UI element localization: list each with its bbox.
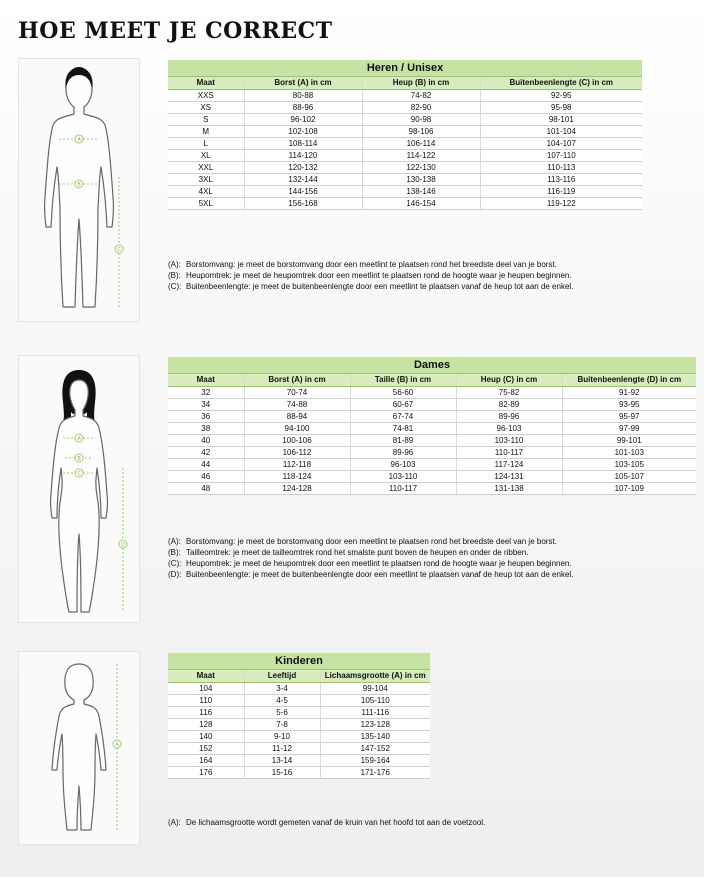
table-row	[168, 411, 696, 423]
footnote	[168, 259, 642, 270]
table-row	[168, 198, 642, 210]
women-notes	[168, 536, 696, 580]
table-cell: 32	[168, 387, 244, 399]
table-cell: 152	[168, 743, 244, 755]
table-cell: 102-108	[244, 126, 362, 138]
table-row	[168, 150, 642, 162]
table-row	[168, 162, 642, 174]
table-row	[168, 90, 642, 102]
table-row	[168, 683, 430, 695]
table-cell: 5XL	[168, 198, 244, 210]
marker-c: C	[77, 471, 81, 477]
footnote-key: (D):	[168, 570, 182, 579]
table-cell: 106-114	[362, 138, 480, 150]
table-cell: 104-107	[480, 138, 642, 150]
men-notes	[168, 259, 642, 292]
footnote	[168, 547, 696, 558]
table-cell: 99-104	[320, 683, 430, 695]
footnote-key: (C):	[168, 559, 182, 568]
col-header: Buitenbeenlengte (D) in cm	[562, 374, 696, 387]
table-row	[168, 186, 642, 198]
table-cell: 96-103	[350, 459, 456, 471]
table-cell: S	[168, 114, 244, 126]
footnote-text: Borstomvang: je meet de borstomvang door een meetlint te plaatsen rond het breedste deel van je borst.	[186, 260, 557, 269]
footnote	[168, 817, 642, 828]
table-cell: 3XL	[168, 174, 244, 186]
female-body-illustration	[19, 356, 139, 622]
footnote	[168, 270, 642, 281]
col-header: Borst (A) in cm	[244, 77, 362, 90]
table-cell: 118-124	[244, 471, 350, 483]
table-cell: 130-138	[362, 174, 480, 186]
table-cell: 98-101	[480, 114, 642, 126]
table-cell: 94-100	[244, 423, 350, 435]
table-row	[168, 423, 696, 435]
table-cell: M	[168, 126, 244, 138]
table-cell: 132-144	[244, 174, 362, 186]
table-cell: 90-98	[362, 114, 480, 126]
table-row	[168, 695, 430, 707]
table-row	[168, 719, 430, 731]
marker-b: B	[77, 182, 81, 188]
table-cell: 123-128	[320, 719, 430, 731]
table-row	[168, 114, 642, 126]
footnote-text: Tailleomtrek: je meet de tailleomtrek rond het smalste punt boven de heupen en onder de ribben.	[186, 548, 529, 557]
table-cell: 103-110	[456, 435, 562, 447]
table-cell: 74-88	[244, 399, 350, 411]
marker-c: C	[117, 247, 121, 253]
women-figure	[18, 355, 140, 623]
footnote	[168, 281, 642, 292]
table-cell: 101-104	[480, 126, 642, 138]
table-cell: 96-102	[244, 114, 362, 126]
table-cell: 106-112	[244, 447, 350, 459]
footnote	[168, 536, 696, 547]
table-cell: 70-74	[244, 387, 350, 399]
table-row	[168, 126, 642, 138]
table-row	[168, 447, 696, 459]
footnote	[168, 569, 696, 580]
table-cell: 113-116	[480, 174, 642, 186]
table-cell: 116	[168, 707, 244, 719]
footnote	[168, 558, 696, 569]
kids-table-body	[168, 683, 430, 779]
col-header: Borst (A) in cm	[244, 374, 350, 387]
table-cell: 128	[168, 719, 244, 731]
table-cell: 110	[168, 695, 244, 707]
table-cell: 103-110	[350, 471, 456, 483]
col-header: Heup (C) in cm	[456, 374, 562, 387]
table-row	[168, 102, 642, 114]
table-cell: 112-118	[244, 459, 350, 471]
kids-table-caption: Kinderen	[168, 653, 430, 670]
col-header: Maat	[168, 77, 244, 90]
footnote-key: (A):	[168, 818, 181, 827]
table-row	[168, 743, 430, 755]
table-cell: 96-103	[456, 423, 562, 435]
women-table-caption: Dames	[168, 357, 696, 374]
table-cell: 3-4	[244, 683, 320, 695]
table-cell: XXL	[168, 162, 244, 174]
table-row	[168, 435, 696, 447]
table-cell: 34	[168, 399, 244, 411]
footnote-text: De lichaamsgrootte wordt gemeten vanaf de kruin van het hoofd tot aan de voetzool.	[186, 818, 486, 827]
marker-a: A	[77, 137, 81, 143]
table-cell: 67-74	[350, 411, 456, 423]
table-row	[168, 483, 696, 495]
table-cell: XL	[168, 150, 244, 162]
table-cell: 93-95	[562, 399, 696, 411]
table-cell: 176	[168, 767, 244, 779]
table-cell: 103-105	[562, 459, 696, 471]
table-cell: 135-140	[320, 731, 430, 743]
col-header: Maat	[168, 374, 244, 387]
table-cell: 42	[168, 447, 244, 459]
table-cell: 80-88	[244, 90, 362, 102]
marker-b: B	[77, 456, 81, 462]
table-cell: 108-114	[244, 138, 362, 150]
footnote-key: (B):	[168, 548, 181, 557]
table-cell: 164	[168, 755, 244, 767]
table-row	[168, 471, 696, 483]
table-cell: 99-101	[562, 435, 696, 447]
table-cell: 95-97	[562, 411, 696, 423]
table-cell: 97-99	[562, 423, 696, 435]
kids-figure	[18, 651, 140, 845]
table-cell: 38	[168, 423, 244, 435]
table-cell: 101-103	[562, 447, 696, 459]
table-cell: 100-106	[244, 435, 350, 447]
col-header: Heup (B) in cm	[362, 77, 480, 90]
table-cell: 9-10	[244, 731, 320, 743]
child-body-illustration	[19, 652, 139, 844]
table-cell: 48	[168, 483, 244, 495]
marker-a: A	[115, 742, 119, 748]
men-size-table	[168, 60, 642, 210]
footnote-text: Heupomtrek: je meet de heupomtrek door een meetlint te plaatsen rond de hoogte waar je heupen beginnen.	[186, 559, 572, 568]
table-cell: 60-67	[350, 399, 456, 411]
table-cell: 104	[168, 683, 244, 695]
table-row	[168, 731, 430, 743]
footnote-text: Buitenbeenlengte: je meet de buitenbeenlengte door een meetlint te plaatsen vanaf de heup tot aan de enkel.	[186, 282, 574, 291]
table-cell: 146-154	[362, 198, 480, 210]
table-cell: 111-116	[320, 707, 430, 719]
col-header: Maat	[168, 670, 244, 683]
table-cell: 119-122	[480, 198, 642, 210]
table-cell: 92-95	[480, 90, 642, 102]
table-cell: 124-128	[244, 483, 350, 495]
col-header: Taille (B) in cm	[350, 374, 456, 387]
table-cell: 117-124	[456, 459, 562, 471]
table-cell: L	[168, 138, 244, 150]
table-cell: 15-16	[244, 767, 320, 779]
table-cell: 88-96	[244, 102, 362, 114]
table-cell: 75-82	[456, 387, 562, 399]
table-cell: 144-156	[244, 186, 362, 198]
table-row	[168, 387, 696, 399]
footnote-text: Borstomvang: je meet de borstomvang door een meetlint te plaatsen rond het breedste deel van je borst.	[186, 537, 557, 546]
table-cell: 171-176	[320, 767, 430, 779]
table-cell: 82-90	[362, 102, 480, 114]
table-cell: 95-98	[480, 102, 642, 114]
men-table-body	[168, 90, 642, 210]
men-figure	[18, 58, 140, 322]
table-cell: 147-152	[320, 743, 430, 755]
footnote-key: (A):	[168, 537, 181, 546]
women-table-body	[168, 387, 696, 495]
table-cell: 88-94	[244, 411, 350, 423]
table-cell: 46	[168, 471, 244, 483]
table-cell: 105-107	[562, 471, 696, 483]
table-cell: 114-122	[362, 150, 480, 162]
table-cell: 11-12	[244, 743, 320, 755]
table-cell: 98-106	[362, 126, 480, 138]
marker-a: A	[77, 436, 81, 442]
table-cell: 4XL	[168, 186, 244, 198]
kids-notes	[168, 817, 642, 828]
table-row	[168, 399, 696, 411]
marker-d: D	[121, 542, 125, 548]
table-cell: 110-117	[350, 483, 456, 495]
footnote-key: (A):	[168, 260, 181, 269]
kids-size-table	[168, 653, 430, 779]
table-cell: 131-138	[456, 483, 562, 495]
male-body-illustration	[19, 59, 139, 321]
table-cell: 89-96	[350, 447, 456, 459]
table-cell: 89-96	[456, 411, 562, 423]
table-cell: 91-92	[562, 387, 696, 399]
table-cell: 40	[168, 435, 244, 447]
col-header: Leeftijd	[244, 670, 320, 683]
table-cell: 56-60	[350, 387, 456, 399]
table-cell: 116-119	[480, 186, 642, 198]
page-title: HOE MEET JE CORRECT	[18, 18, 333, 44]
table-cell: 114-120	[244, 150, 362, 162]
table-cell: 122-130	[362, 162, 480, 174]
table-row	[168, 707, 430, 719]
table-cell: 140	[168, 731, 244, 743]
col-header: Lichaamsgrootte (A) in cm	[320, 670, 430, 683]
table-cell: 110-113	[480, 162, 642, 174]
table-cell: 44	[168, 459, 244, 471]
table-cell: 107-110	[480, 150, 642, 162]
table-cell: 107-109	[562, 483, 696, 495]
table-cell: 138-146	[362, 186, 480, 198]
table-cell: XS	[168, 102, 244, 114]
table-cell: 4-5	[244, 695, 320, 707]
table-row	[168, 767, 430, 779]
table-cell: XXS	[168, 90, 244, 102]
table-cell: 5-6	[244, 707, 320, 719]
table-row	[168, 174, 642, 186]
table-cell: 74-81	[350, 423, 456, 435]
footnote-key: (C):	[168, 282, 182, 291]
table-row	[168, 459, 696, 471]
table-cell: 156-168	[244, 198, 362, 210]
table-cell: 74-82	[362, 90, 480, 102]
table-cell: 36	[168, 411, 244, 423]
table-cell: 124-131	[456, 471, 562, 483]
table-cell: 82-89	[456, 399, 562, 411]
table-row	[168, 138, 642, 150]
table-cell: 110-117	[456, 447, 562, 459]
footnote-text: Buitenbeenlengte: je meet de buitenbeenlengte door een meetlint te plaatsen vanaf de heup tot aan de enkel.	[186, 570, 574, 579]
col-header: Buitenbeenlengte (C) in cm	[480, 77, 642, 90]
men-table-caption: Heren / Unisex	[168, 60, 642, 77]
table-cell: 7-8	[244, 719, 320, 731]
women-size-table	[168, 357, 696, 495]
table-cell: 159-164	[320, 755, 430, 767]
footnote-text: Heupomtrek: je meet de heupomtrek door een meetlint te plaatsen rond de hoogte waar je heupen beginnen.	[186, 271, 572, 280]
table-cell: 120-132	[244, 162, 362, 174]
footnote-key: (B):	[168, 271, 181, 280]
table-cell: 13-14	[244, 755, 320, 767]
table-row	[168, 755, 430, 767]
table-cell: 81-89	[350, 435, 456, 447]
table-cell: 105-110	[320, 695, 430, 707]
